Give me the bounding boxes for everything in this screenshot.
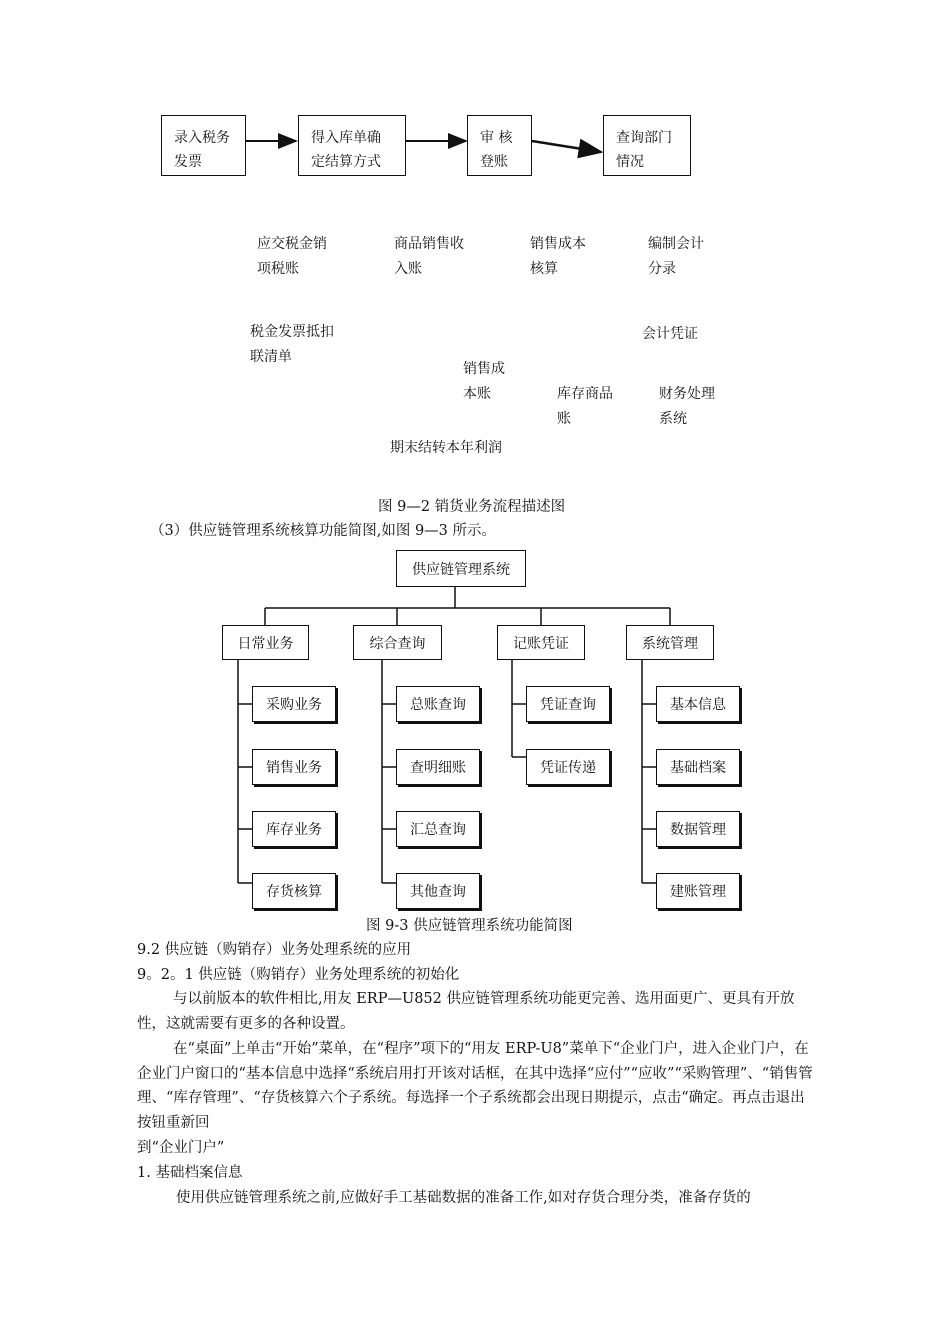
org-group-daily: 日常业务 — [222, 625, 309, 660]
flow-box-text: 审 核 — [480, 130, 513, 146]
flow-box-text: 查询部门 — [616, 130, 672, 146]
flow-label — [257, 232, 327, 282]
paragraph: 使用供应链管理系统之前,应做好手工基础数据的准备工作,如对存货合理分类，准备存货的 — [176, 1190, 751, 1206]
flow-label-text: 项税账 — [257, 261, 299, 277]
flow-label — [530, 232, 586, 282]
flow-label — [659, 382, 715, 432]
flow-label-text: 销售成 — [463, 361, 505, 377]
org-item: 销售业务 — [252, 749, 336, 785]
list-heading: 1. 基础档案信息 — [137, 1165, 243, 1181]
flow-label-text: 入账 — [394, 261, 422, 277]
flow-label-text: 账 — [557, 411, 571, 427]
org-group-query: 综合查询 — [353, 625, 442, 660]
flow-label-text: 会计凭证 — [642, 326, 698, 342]
flow-label-text: 应交税金销 — [257, 236, 327, 252]
org-item: 存货核算 — [252, 873, 336, 909]
flow-box-audit — [467, 115, 532, 176]
flow-label-text: 分录 — [648, 261, 676, 277]
flow-label — [557, 382, 613, 432]
flow-label — [394, 232, 464, 282]
flow-label — [642, 322, 698, 347]
flow-label-text: 本账 — [463, 386, 491, 402]
subsection-heading: 9。2。1 供应链（购销存）业务处理系统的初始化 — [137, 967, 460, 983]
flow-label-text: 销售成本 — [530, 236, 586, 252]
org-item: 其他查询 — [396, 873, 480, 909]
flow-label-text: 财务处理 — [659, 386, 715, 402]
flow-label-text: 核算 — [530, 261, 558, 277]
flow-label — [250, 320, 334, 370]
org-item: 汇总查询 — [396, 811, 480, 847]
flow-box-text: 录入税务 — [174, 130, 230, 146]
flow-box-text: 得入库单确 — [311, 130, 381, 146]
org-item: 查明细账 — [396, 749, 480, 785]
org-item: 凭证传递 — [526, 749, 610, 785]
org-item: 采购业务 — [252, 686, 336, 722]
intro-line: （3）供应链管理系统核算功能简图,如图 9—3 所示。 — [150, 523, 497, 539]
paragraph: 在“桌面”上单击“开始”菜单，在“程序”项下的“用友 ERP-U8”菜单下“企业门户，进入企业门户，在企业门户窗口的“基本信息中选择“系统启用打开该对话框，在其中选择“应付”“应收”“采购管理”、“销售管理、“库存管理”、“存货核算六个子系统。每选择一个子系统都会出现日期提示，点击“确定。再点击退出按钮重新回 — [137, 1041, 813, 1131]
flow-label-text: 期末结转本年利润 — [390, 440, 502, 456]
flow-box-text: 发票 — [174, 154, 202, 170]
paragraph: 与以前版本的软件相比,用友 ERP—U852 供应链管理系统功能更完善、选用面更广、更具有开放性，这就需要有更多的各种设置。 — [137, 991, 795, 1032]
org-item: 数据管理 — [656, 811, 740, 847]
org-group-system: 系统管理 — [626, 625, 714, 660]
org-group-voucher: 记账凭证 — [497, 625, 585, 660]
flow-label-text: 编制会计 — [648, 236, 704, 252]
flow-label-text: 系统 — [659, 411, 687, 427]
org-root: 供应链管理系统 — [396, 550, 526, 587]
org-item: 总账查询 — [396, 686, 480, 722]
flow-box-query — [603, 115, 691, 176]
flow-label — [648, 232, 704, 282]
section-heading: 9.2 供应链（购销存）业务处理系统的应用 — [137, 942, 412, 958]
flow-box-text: 情况 — [616, 154, 644, 170]
flow-label-text: 税金发票抵扣 — [250, 324, 334, 340]
org-item: 凭证查询 — [526, 686, 610, 722]
figure-caption: 图 9—2 销货业务流程描述图 — [378, 499, 566, 515]
flow-box-tax-invoice — [161, 115, 246, 176]
org-item: 基础档案 — [656, 749, 740, 785]
flow-label-text: 商品销售收 — [394, 236, 464, 252]
org-item: 库存业务 — [252, 811, 336, 847]
org-item: 基本信息 — [656, 686, 740, 722]
figure-caption: 图 9-3 供应链管理系统功能简图 — [366, 918, 573, 934]
flow-label-text: 库存商品 — [557, 386, 613, 402]
flow-box-receipt — [298, 115, 406, 176]
org-item: 建账管理 — [656, 873, 740, 909]
paragraph-tail: 到“企业门户” — [137, 1140, 225, 1156]
flow-label — [390, 436, 502, 461]
flow-box-text: 定结算方式 — [311, 154, 381, 170]
flow-label — [463, 357, 505, 407]
flow-label-text: 联清单 — [250, 349, 292, 365]
flow-box-text: 登账 — [480, 154, 508, 170]
